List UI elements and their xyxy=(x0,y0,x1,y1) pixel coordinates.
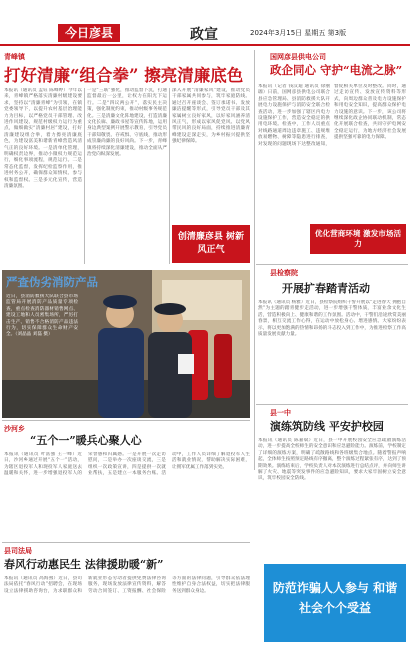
right-divider-1 xyxy=(256,264,408,265)
section-divider-low xyxy=(2,542,250,543)
dateline: 2024年3月15日 星期五 第3版 xyxy=(250,29,347,37)
section-divider-mid xyxy=(2,420,250,421)
photo-headline: 严查伪劣消防产品 xyxy=(6,275,98,289)
shaxi-label: 沙河乡 xyxy=(4,425,25,433)
lead-label: 青峰镇 xyxy=(4,53,25,61)
section-title: 政宣 xyxy=(190,27,218,43)
lead-col-divider-1 xyxy=(84,88,85,264)
photo-caption: 近日，县消防救援大队联合县市场监管局开展消防产品质量专项检查，重点检查消防器材销售网点、建设工地和人员密集场所，严厉打击生产、销售不合格消防产品违法行为，切实保障群众生命财产安全。（刘晶晶 刘磊 摄） xyxy=(6,294,78,338)
power-headline: 政企同心 守护“电流之脉” xyxy=(270,63,403,77)
procuratorate-headline: 开展扩春踏青活动 xyxy=(282,282,370,295)
business-promo-banner: 优化营商环境 激发市场活力 xyxy=(310,224,406,254)
newspaper-logo: 今日彦县 xyxy=(58,24,120,42)
procuratorate-label: 县检察院 xyxy=(270,269,298,277)
court-label: 县司法局 xyxy=(4,547,32,555)
school-label: 县一中 xyxy=(270,409,291,417)
lead-headline: 打好清廉“组合拳” 擦亮清廉底色 xyxy=(4,66,244,85)
lead-col-divider-2 xyxy=(169,88,170,264)
lead-body-col3: 深入开展“清廉家风”建设，推动党员干部家属共同参与，筑牢家庭防线。通过召开座谈会、签订承诺书、发放廉洁提醒等形式，引导党员干部及其家属树立良好家风，以好家风涵养清风正气，形成以家风促党风、以党风带民风的良好局面，持续推进清廉青峰建设走深走实，为乡村振兴提供坚强纪律保障。 xyxy=(172,88,250,145)
anti-fraud-banner: 防范诈骗人人参与 和谐社会个个受益 xyxy=(264,564,406,642)
procuratorate-body: 本报讯（通讯员 杨雅）近日，县检察院组织干警开展以“走进春天 拥抱自然”为主题的踏青健步走活动，进一步增强干警体质，丰富业余文化生活，营造积极向上、健康和谐的工作氛围。活动中，干警们沿途欣赏美丽春景，相互交流工作心得，在运动中放松身心、增进感情。大家纷纷表示，将以更加饱满的热情和昂扬的斗志投入到工作中，为推进检察工作高质量发展贡献力量。 xyxy=(258,300,406,338)
power-label: 国网彦县供电公司 xyxy=(270,53,326,61)
firefighter-photo xyxy=(2,270,250,418)
shaxi-body: 本报讯（通讯员 叶富强 王一峰）近日，沙河乡通过开展“五个一”活动，为辖区退役军人和现役军人家庭送去温暖和关怀，进一步增强退役军人的荣誉感和归属感。一是开展一次走访慰问，二是举办一次座谈交流，三是组织一次政策宣讲，四是提供一次就业帮扶，五是建立一本服务台账。活动中，工作人员详细了解退役军人生活和就业情况，帮助解决实际困难，让拥军优属工作落到实处。 xyxy=(4,452,250,477)
school-body: 本报讯（通讯员 陈嘉斌）近日，县一中开展校园安全应急疏散演练活动，进一步提高全校师生的安全意识和应急避险能力。演练前，学校制定了详细的演练方案，明确了疏散路线和各班级集合地点。随着警报声响起，全体师生按照预定路线有序撤离，整个演练过程紧张有序，达到了预期效果。演练结束后，学校负责人对本次演练进行总结点评，并向师生讲解了火灾、地震等突发事件的应急避险知识，要求大家牢固树立安全意识，筑牢校园安全防线。 xyxy=(258,438,406,482)
court-headline: 春风行动惠民生 法律援助暖“新” xyxy=(4,558,164,571)
lead-body-col1: 本报讯（通讯员 孟钰 陈峰婷）今年以来，青峰镇严格落实清廉村级建设要求，坚持以“清廉青峰”为引领，在镇党委领导下，以提升农村基层治理能力为目标，以严格党员干部管理、改进作风建设、规范村级权力运行为重点，做细做实“清廉村居”建设，打好清廉建设组合拳，着力擦亮清廉底色，为建设富美和谐新青峰营造风清气正的良好环境。一是清单化管理，明确权责边界，推动小微权力规范运行，细化事项流程，规范运行。二是常态化监督，发挥纪检监察作用，推进村务公开，确保群众知情权、参与权和监督权。三是多元化宣传，营造清廉氛围。 xyxy=(4,88,82,190)
school-headline: 演练筑防线 平安护校园 xyxy=(270,420,384,433)
masthead-rule xyxy=(0,44,410,46)
column-divider xyxy=(254,50,255,470)
shaxi-headline: “五个一”暖兵心聚人心 xyxy=(30,434,142,447)
right-divider-2 xyxy=(256,404,408,405)
lead-body-col2: 一是“三联”强化，推动监督下沉，打通监督最后一公里，让权力在阳光下运行。二是“四议两公开”，落实民主决策，强化制度约束，推动村级事务规范化。三是清廉文化阵地建设，打造清廉文化长廊、廉政书屋等宣传阵地，运用身边典型案例开展警示教育，引导党员干部知敬畏、存戒惧、守底线，推动形成崇廉尚廉的良好风尚。下一步，青峰镇将持续深化清廉建设，推动全面从严治党向纵深发展。 xyxy=(87,88,167,158)
power-body: 本报讯（记者 钱汉迪 通讯员 徐丽珈）日前，国网彦县供电公司联合县应急管理局、县消防救援大队开展电力设施保护与消防安全联合检查活动，进一步加强了辖区内电力设施保护工作，营造安全稳定的供用电环境。检查中，工作人员重点对线路通道周边违章施工、违规堆放易燃物、树障等隐患进行排查，对发现的问题现场下达整改通知，督促相关单位及时整改。同时，通过走访宣传、发放宣传资料等形式，向周边群众普及电力设施保护和用电安全知识，提高群众保护电力设施的意识。下一步，该公司将继续深化政企协同联动机制，常态化开展联合检查，共同守护电网安全稳定运行，为地方经济社会发展提供坚强可靠的电力保障。 xyxy=(258,84,406,147)
lead-promo-banner: 创清廉彦县 树新风正气 xyxy=(172,225,250,263)
court-body: 本报讯（通讯员 高海燕）近日，县司法局依托“春风行动”招聘会，在现场设立法律援助咨询台，为求职群众和新就业形态劳动者提供免费法律咨询服务，现场发放法律宣传资料，解答劳动合同签订、工资报酬、社会保险等方面的法律问题，引导群众依法理性维护自身合法权益，切实把法律服务送到群众身边。 xyxy=(4,576,250,594)
